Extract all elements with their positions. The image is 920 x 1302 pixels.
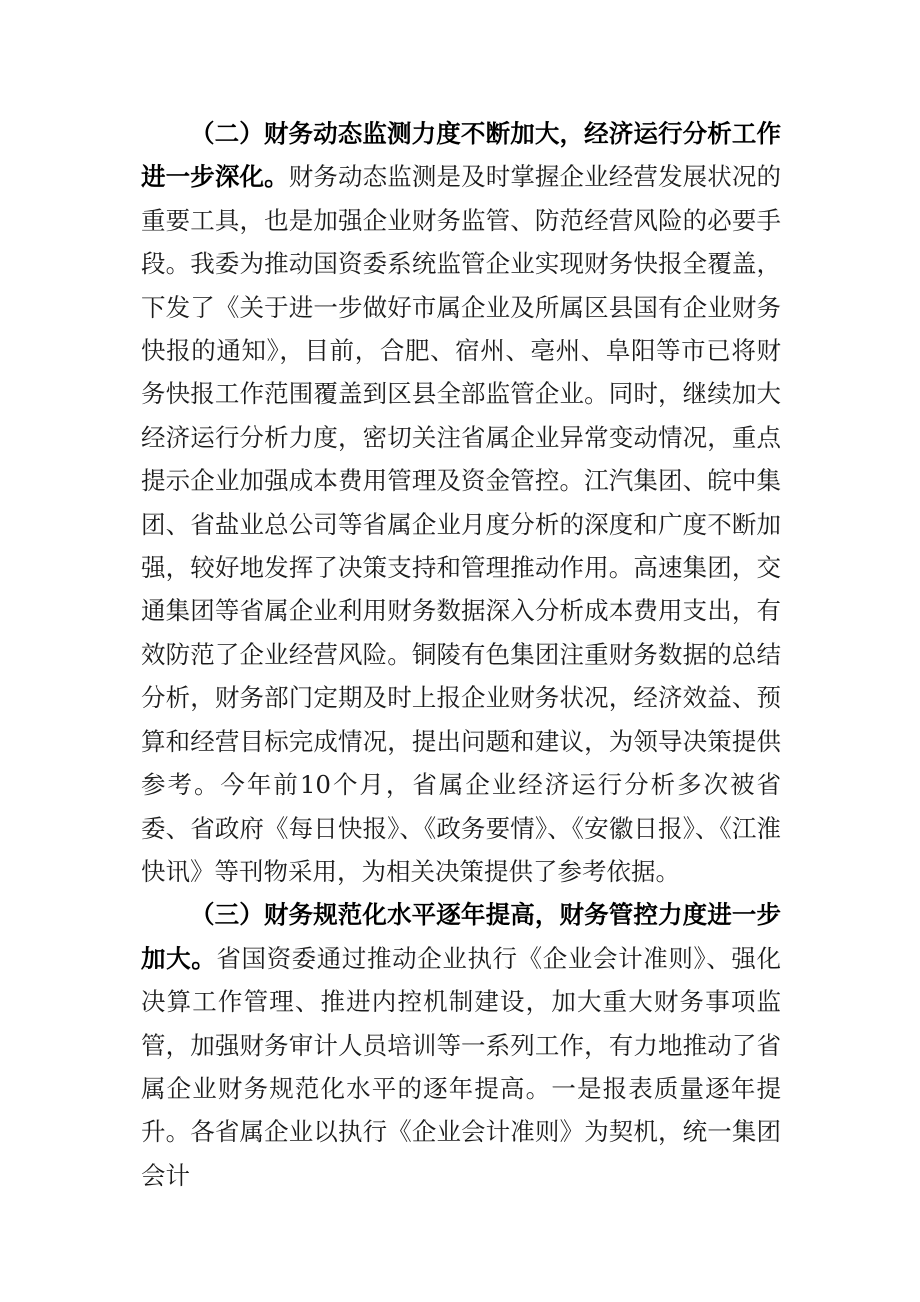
paragraph-heading: （三）财务规范化水平逐年提高，财务管控力度进一步加大。 — [141, 900, 781, 973]
paragraph-text: 财务动态监测是及时掌握企业经营发展状况的重要工具，也是加强企业财务监管、防范经营风险的必要手段。我委为推动国资委系统监管企业实现财务快报全覆盖，下发了《关于进一步做好市属企业及所属区县国有企业财务快报的通知》，目前，合肥、宿州、亳州、阜阳等市已将财务快报工作范围覆盖到区县全部监管企业。同时，继续加大经济运行分析力度，密切关注省属企业异常变动情况，重点提示企业加强成本费用管理及资金管控。江汽集团、皖中集团、省盐业总公司等省属企业月度分析的深度和广度不断加强，较好地发挥了决策支持和管理推动作用。高速集团，交通集团等省属企业利用财务数据深入分析成本费用支出，有效防范了企业经营风险。铜陵有色集团注重财务数据的总结分析，财务部门定期及时上报企业财务状况，经济效益、预算和经营目标完成情况，提出问题和建议，为领导决策提供参考。今年前10个月，省属企业经济运行分析多次被省委、省政府《每日快报》、《政务要情》、《安徽日报》、《江淮快讯》等刊物采用，为相关决策提供了参考依据。 — [141, 162, 782, 886]
paragraph-financial-standardization — [141, 893, 781, 1197]
document-body — [141, 112, 781, 1197]
paragraph-text: 省国资委通过推动企业执行《企业会计准则》、强化决算工作管理、推进内控机制建设，加大重大财务事项监管，加强财务审计人员培训等一系列工作，有力地推动了省属企业财务规范化水平的逐年提高。一是报表质量逐年提升。各省属企业以执行《企业会计准则》为契机，统一集团会计 — [141, 943, 782, 1190]
paragraph-financial-monitoring — [141, 112, 781, 893]
paragraph-heading: （二）财务动态监测力度不断加大，经济运行分析工作进一步深化。 — [141, 119, 781, 192]
